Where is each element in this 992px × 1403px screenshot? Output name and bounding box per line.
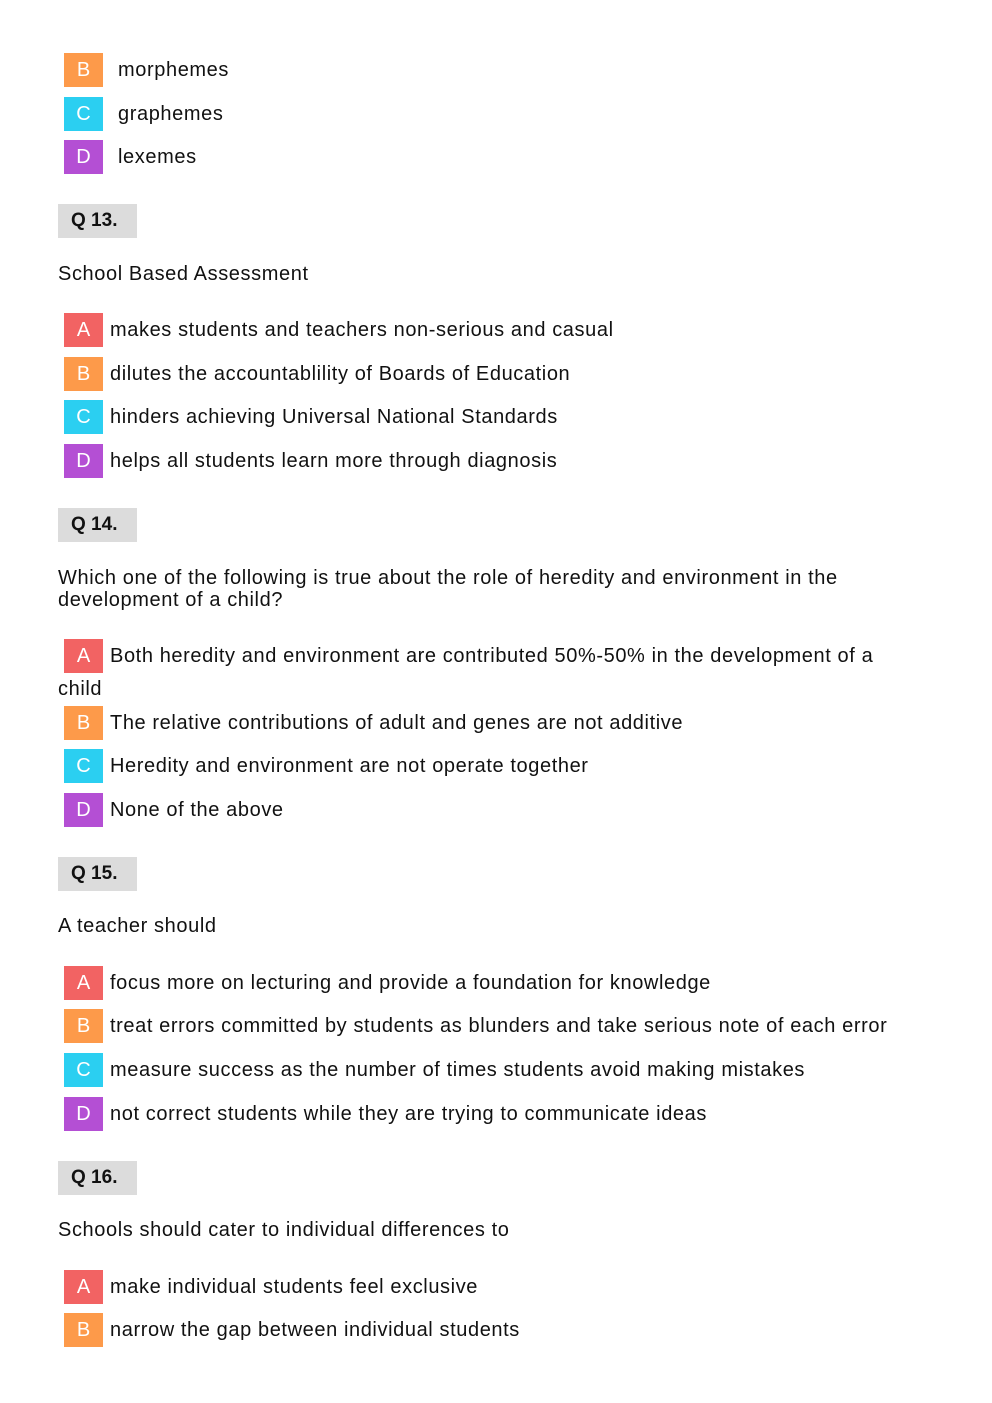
option-letter-badge: C <box>64 400 103 434</box>
option-letter-badge: C <box>64 97 103 131</box>
option-letter-badge: B <box>64 1009 103 1043</box>
option-text: graphemes <box>118 103 224 125</box>
option-letter-badge: A <box>64 966 103 1000</box>
option-text: Both heredity and environment are contributed 50%-50% in the development of a <box>110 645 874 667</box>
option-text: makes students and teachers non-serious and casual <box>110 319 614 341</box>
option-text: helps all students learn more through diagnosis <box>110 450 558 472</box>
option-letter-badge: B <box>64 53 103 87</box>
question-label: Q 16. <box>58 1161 137 1195</box>
option-text: Heredity and environment are not operate together <box>110 755 589 777</box>
option-letter-badge: D <box>64 1097 103 1131</box>
option-text: focus more on lecturing and provide a foundation for knowledge <box>110 972 711 994</box>
question-text-line2: development of a child? <box>58 589 284 611</box>
option-text-continuation: child <box>58 678 103 700</box>
option-text: The relative contributions of adult and genes are not additive <box>110 712 684 734</box>
option-text: lexemes <box>118 146 197 168</box>
option-text: not correct students while they are trying to communicate ideas <box>110 1103 707 1125</box>
question-label: Q 15. <box>58 857 137 891</box>
question-text: A teacher should <box>58 915 217 937</box>
question-text: Schools should cater to individual differences to <box>58 1219 510 1241</box>
question-label: Q 14. <box>58 508 137 542</box>
option-letter-badge: B <box>64 1313 103 1347</box>
option-text: None of the above <box>110 799 284 821</box>
option-text: make individual students feel exclusive <box>110 1276 479 1298</box>
option-text: morphemes <box>118 59 229 81</box>
option-text: narrow the gap between individual students <box>110 1319 520 1341</box>
option-letter-badge: B <box>64 357 103 391</box>
option-text: dilutes the accountablility of Boards of Education <box>110 363 571 385</box>
option-letter-badge: C <box>64 1053 103 1087</box>
option-letter-badge: D <box>64 444 103 478</box>
option-letter-badge: C <box>64 749 103 783</box>
option-letter-badge: A <box>64 313 103 347</box>
option-text: measure success as the number of times students avoid making mistakes <box>110 1059 806 1081</box>
option-text: treat errors committed by students as blunders and take serious note of each error <box>110 1015 888 1037</box>
option-letter-badge: A <box>64 1270 103 1304</box>
option-letter-badge: D <box>64 793 103 827</box>
option-letter-badge: D <box>64 140 103 174</box>
question-label: Q 13. <box>58 204 137 238</box>
option-letter-badge: A <box>64 639 103 673</box>
option-letter-badge: B <box>64 706 103 740</box>
question-text: School Based Assessment <box>58 263 309 285</box>
question-text-line1: Which one of the following is true about the role of heredity and environment in the <box>58 567 838 589</box>
option-text: hinders achieving Universal National Standards <box>110 406 558 428</box>
